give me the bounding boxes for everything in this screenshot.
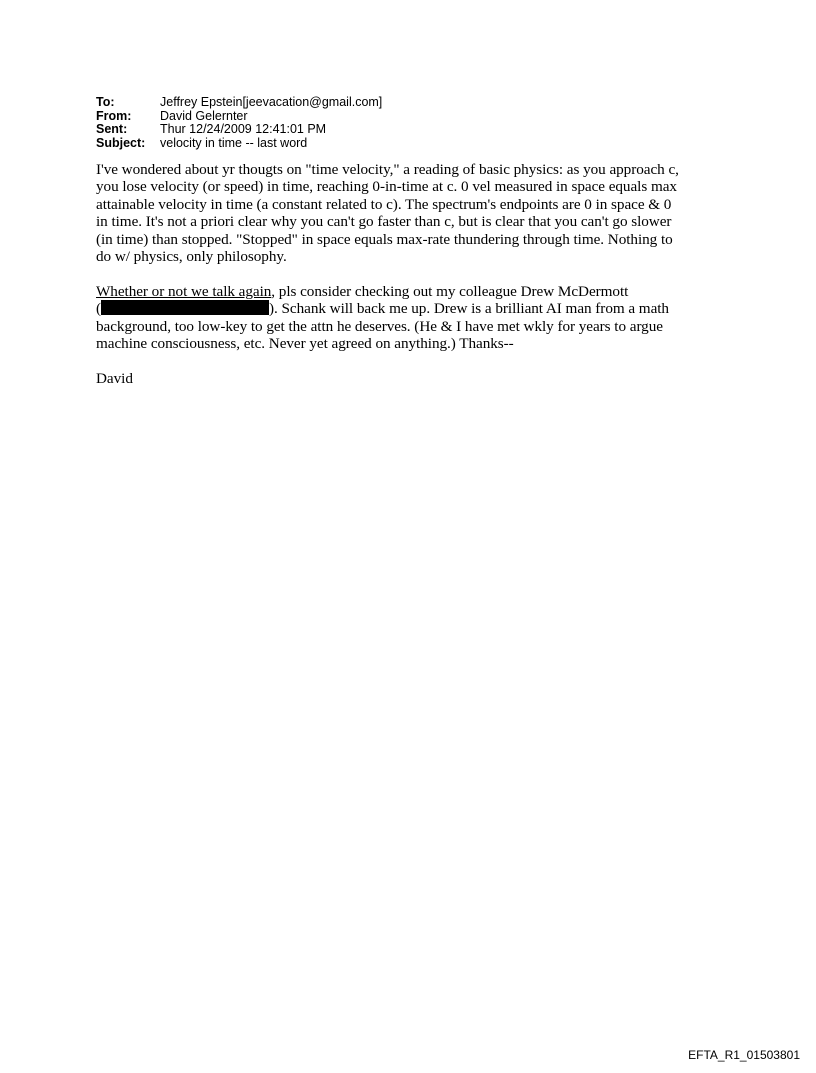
redaction-block [101, 300, 269, 315]
body-line: in time. It's not a priori clear why you can't go faster than c, but is clear that you can't go slower [96, 213, 672, 231]
document-id: EFTA_R1_01503801 [688, 1048, 800, 1062]
paragraph-time-velocity [96, 161, 726, 265]
body-line: attainable velocity in time (a constant related to c). The spectrum's endpoints are 0 in space & 0 [96, 195, 672, 213]
sent-value: Thur 12/24/2009 12:41:01 PM [160, 122, 327, 136]
body-line: I've wondered about yr thougts on "time velocity," a reading of basic physics: as you approach c, [96, 161, 679, 178]
paragraph-colleague [96, 283, 726, 353]
from-value: David Gelernter [160, 108, 248, 123]
subject-value: velocity in time -- last word [160, 135, 308, 150]
to-value: Jeffrey Epstein[jeevacation@gmail.com] [160, 95, 383, 109]
from-row [96, 110, 382, 124]
email-header [96, 96, 382, 150]
body-line: (in time) than stopped. "Stopped" in space equals max-rate thundering through time. Nothing to [96, 230, 673, 248]
body-line: background, too low-key to get the attn he deserves. (He & I have met wkly for years to argue [96, 317, 663, 335]
subject-row [96, 137, 382, 151]
body-line-rest: ). Schank will back me up. Drew is a brilliant AI man from a math [269, 300, 669, 318]
from-label: From: [96, 108, 132, 123]
body-line: machine consciousness, etc. Never yet agreed on anything.) Thanks-- [96, 335, 514, 353]
to-label: To: [96, 95, 115, 109]
open-paren: ( [96, 300, 102, 318]
body-line [96, 283, 726, 300]
sent-label: Sent: [96, 122, 128, 136]
subject-label: Subject: [96, 135, 146, 150]
body-line [96, 300, 726, 317]
body-line-rest: , pls consider checking out my colleague Drew McDermott [271, 282, 629, 300]
underlined-phrase: Whether or not we talk again [96, 282, 272, 300]
to-row [96, 96, 382, 110]
body-line: do w/ physics, only philosophy. [96, 248, 287, 266]
sent-row [96, 123, 382, 137]
signature: David [96, 369, 133, 387]
body-line: you lose velocity (or speed) in time, reaching 0-in-time at c. 0 vel measured in space equals max [96, 178, 677, 196]
email-body [96, 161, 726, 405]
